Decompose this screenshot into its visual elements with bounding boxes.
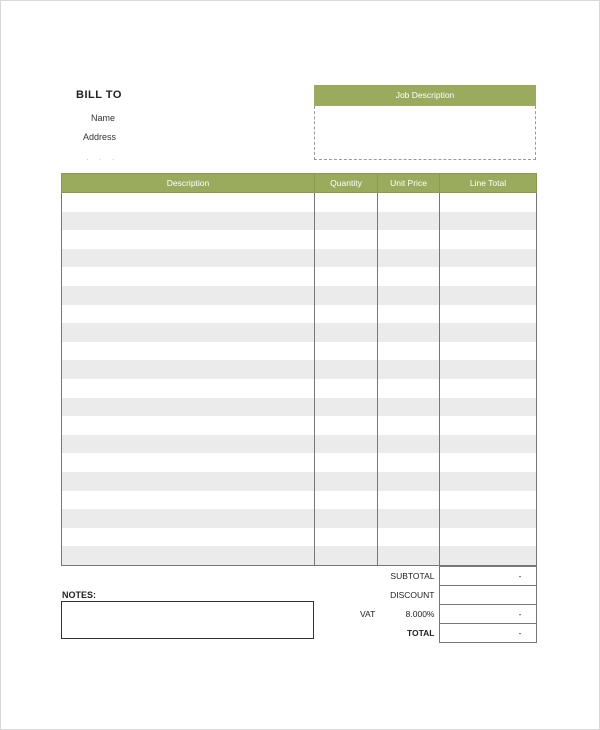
line-item-description-cell[interactable] xyxy=(62,398,315,417)
line-item-description-cell[interactable] xyxy=(62,472,315,491)
line-item-line-total-cell[interactable] xyxy=(440,267,537,286)
line-item-description-cell[interactable] xyxy=(62,305,315,324)
line-item-line-total-cell[interactable] xyxy=(440,342,537,361)
line-item-description-cell[interactable] xyxy=(62,416,315,435)
line-item-unit-price-cell[interactable] xyxy=(378,342,440,361)
notes-field[interactable] xyxy=(61,601,314,639)
line-items-table xyxy=(61,173,537,566)
line-item-unit-price-cell[interactable] xyxy=(378,528,440,547)
vat-label: VAT xyxy=(360,609,376,619)
column-header-unit-price: Unit Price xyxy=(378,174,440,193)
line-item-description-cell[interactable] xyxy=(62,267,315,286)
bill-to-address-label: Address xyxy=(83,132,117,142)
bill-to-placeholder-dots: · · · xyxy=(86,155,119,164)
line-item-quantity-cell[interactable] xyxy=(315,267,378,286)
vat-rate[interactable]: 8.000% xyxy=(405,609,435,619)
line-item-unit-price-cell[interactable] xyxy=(378,453,440,472)
line-item-description-cell[interactable] xyxy=(62,509,315,528)
line-item-quantity-cell[interactable] xyxy=(315,509,378,528)
vat-row xyxy=(340,605,536,624)
line-item-row xyxy=(62,249,537,268)
line-item-line-total-cell[interactable] xyxy=(440,491,537,510)
bill-to-name-label: Name xyxy=(91,113,116,123)
line-item-row xyxy=(62,435,537,454)
line-item-quantity-cell[interactable] xyxy=(315,249,378,268)
line-item-unit-price-cell[interactable] xyxy=(378,546,440,565)
line-item-description-cell[interactable] xyxy=(62,193,315,212)
line-item-quantity-cell[interactable] xyxy=(315,453,378,472)
line-item-quantity-cell[interactable] xyxy=(315,286,378,305)
line-item-quantity-cell[interactable] xyxy=(315,323,378,342)
line-item-description-cell[interactable] xyxy=(62,230,315,249)
line-item-row xyxy=(62,491,537,510)
discount-value[interactable] xyxy=(439,586,536,605)
line-item-quantity-cell[interactable] xyxy=(315,379,378,398)
column-header-quantity: Quantity xyxy=(315,174,378,193)
vat-value[interactable]: - xyxy=(439,605,536,624)
line-item-row xyxy=(62,472,537,491)
line-item-line-total-cell[interactable] xyxy=(440,323,537,342)
bill-to-title: BILL TO xyxy=(76,89,122,101)
line-item-quantity-cell[interactable] xyxy=(315,230,378,249)
line-item-unit-price-cell[interactable] xyxy=(378,323,440,342)
line-item-row xyxy=(62,509,537,528)
line-item-row xyxy=(62,398,537,417)
line-item-description-cell[interactable] xyxy=(62,286,315,305)
line-item-row xyxy=(62,230,537,249)
discount-row xyxy=(340,586,536,605)
subtotal-value[interactable]: - xyxy=(439,567,536,586)
line-item-quantity-cell[interactable] xyxy=(315,546,378,565)
line-item-line-total-cell[interactable] xyxy=(440,509,537,528)
line-item-description-cell[interactable] xyxy=(62,546,315,565)
total-label: TOTAL xyxy=(406,628,435,638)
line-item-line-total-cell[interactable] xyxy=(440,249,537,268)
line-item-line-total-cell[interactable] xyxy=(440,193,537,212)
line-item-line-total-cell[interactable] xyxy=(440,435,537,454)
total-value[interactable]: - xyxy=(439,624,536,643)
line-item-row xyxy=(62,360,537,379)
line-item-description-cell[interactable] xyxy=(62,323,315,342)
line-item-unit-price-cell[interactable] xyxy=(378,360,440,379)
line-item-line-total-cell[interactable] xyxy=(440,398,537,417)
line-item-quantity-cell[interactable] xyxy=(315,305,378,324)
line-item-quantity-cell[interactable] xyxy=(315,416,378,435)
line-item-unit-price-cell[interactable] xyxy=(378,416,440,435)
column-header-description: Description xyxy=(62,174,315,193)
line-item-unit-price-cell[interactable] xyxy=(378,509,440,528)
line-item-line-total-cell[interactable] xyxy=(440,528,537,547)
line-item-line-total-cell[interactable] xyxy=(440,286,537,305)
line-item-row xyxy=(62,528,537,547)
line-item-quantity-cell[interactable] xyxy=(315,491,378,510)
line-item-description-cell[interactable] xyxy=(62,379,315,398)
line-item-description-cell[interactable] xyxy=(62,212,315,231)
subtotal-row xyxy=(340,567,536,586)
line-item-row xyxy=(62,193,537,212)
notes-label: NOTES: xyxy=(62,590,97,600)
line-item-quantity-cell[interactable] xyxy=(315,360,378,379)
line-item-unit-price-cell[interactable] xyxy=(378,230,440,249)
line-item-unit-price-cell[interactable] xyxy=(378,379,440,398)
line-item-unit-price-cell[interactable] xyxy=(378,398,440,417)
line-item-line-total-cell[interactable] xyxy=(440,453,537,472)
line-item-line-total-cell[interactable] xyxy=(440,230,537,249)
line-item-line-total-cell[interactable] xyxy=(440,546,537,565)
line-item-row xyxy=(62,267,537,286)
line-item-unit-price-cell[interactable] xyxy=(378,435,440,454)
line-item-unit-price-cell[interactable] xyxy=(378,305,440,324)
line-item-unit-price-cell[interactable] xyxy=(378,267,440,286)
line-item-row xyxy=(62,453,537,472)
line-item-description-cell[interactable] xyxy=(62,491,315,510)
line-item-quantity-cell[interactable] xyxy=(315,398,378,417)
total-row xyxy=(340,624,536,643)
line-item-description-cell[interactable] xyxy=(62,360,315,379)
line-item-unit-price-cell[interactable] xyxy=(378,286,440,305)
job-description-field[interactable] xyxy=(314,106,536,160)
discount-label: DISCOUNT xyxy=(390,590,435,600)
line-item-quantity-cell[interactable] xyxy=(315,212,378,231)
line-item-unit-price-cell[interactable] xyxy=(378,193,440,212)
line-item-row xyxy=(62,546,537,565)
job-description-box xyxy=(314,85,536,161)
line-item-line-total-cell[interactable] xyxy=(440,416,537,435)
line-item-quantity-cell[interactable] xyxy=(315,528,378,547)
line-item-line-total-cell[interactable] xyxy=(440,472,537,491)
line-item-unit-price-cell[interactable] xyxy=(378,491,440,510)
line-item-line-total-cell[interactable] xyxy=(440,305,537,324)
line-item-row xyxy=(62,416,537,435)
line-item-row xyxy=(62,286,537,305)
line-item-row xyxy=(62,379,537,398)
line-item-unit-price-cell[interactable] xyxy=(378,472,440,491)
job-description-header: Job Description xyxy=(314,85,536,106)
line-item-description-cell[interactable] xyxy=(62,342,315,361)
line-item-line-total-cell[interactable] xyxy=(440,360,537,379)
line-item-row xyxy=(62,305,537,324)
line-item-quantity-cell[interactable] xyxy=(315,342,378,361)
line-item-description-cell[interactable] xyxy=(62,435,315,454)
line-item-quantity-cell[interactable] xyxy=(315,472,378,491)
totals-table xyxy=(340,566,537,643)
line-items-header-row xyxy=(62,174,537,193)
line-item-row xyxy=(62,342,537,361)
line-item-row xyxy=(62,323,537,342)
subtotal-label: SUBTOTAL xyxy=(390,571,435,581)
line-item-quantity-cell[interactable] xyxy=(315,193,378,212)
line-item-quantity-cell[interactable] xyxy=(315,435,378,454)
line-item-description-cell[interactable] xyxy=(62,528,315,547)
line-item-description-cell[interactable] xyxy=(62,249,315,268)
line-item-line-total-cell[interactable] xyxy=(440,212,537,231)
line-item-line-total-cell[interactable] xyxy=(440,379,537,398)
line-item-description-cell[interactable] xyxy=(62,453,315,472)
line-item-unit-price-cell[interactable] xyxy=(378,249,440,268)
column-header-line-total: Line Total xyxy=(440,174,537,193)
line-item-unit-price-cell[interactable] xyxy=(378,212,440,231)
line-item-row xyxy=(62,212,537,231)
